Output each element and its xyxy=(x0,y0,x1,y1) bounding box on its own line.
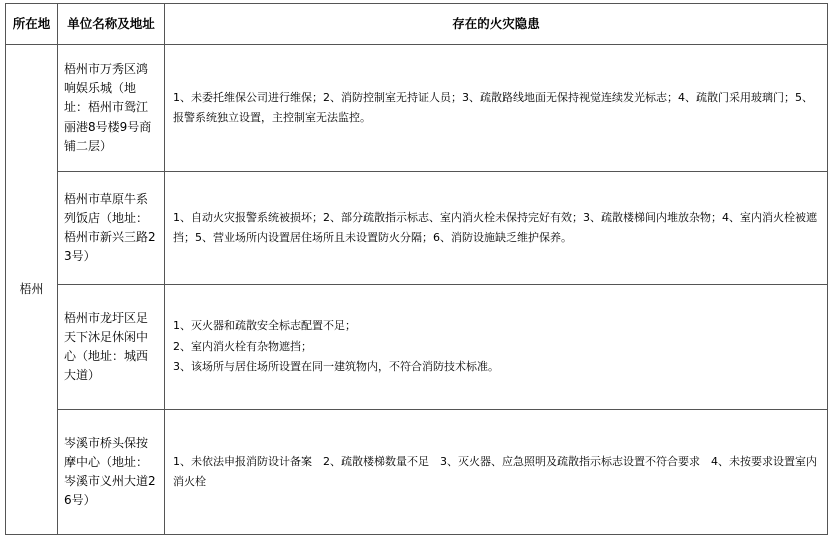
table-header-row xyxy=(6,4,828,45)
hazard-line: 1、灭火器和疏散安全标志配置不足； xyxy=(173,319,356,333)
table-row xyxy=(6,285,828,410)
unit-cell: 梧州市龙圩区足天下沐足休闲中心（地址：城西大道） xyxy=(58,285,165,410)
hazards-cell: 1、自动火灾报警系统被损坏；2、部分疏散指示标志、室内消火栓未保持完好有效；3、疏散楼梯间内堆放杂物；4、室内消火栓被遮挡；5、营业场所内设置居住场所且未设置防火分隔；6、消防设施缺乏维护保养。 xyxy=(165,172,828,285)
location-cell: 梧州 xyxy=(6,45,58,535)
unit-cell: 岑溪市桥头保按摩中心（地址：岑溪市义州大道26号） xyxy=(58,410,165,535)
header-unit: 单位名称及地址 xyxy=(58,4,165,45)
unit-cell: 梧州市草原牛系列饭店（地址：梧州市新兴三路23号） xyxy=(58,172,165,285)
hazard-line: 2、室内消火栓有杂物遮挡； xyxy=(173,339,312,353)
hazard-line: 3、该场所与居住场所设置在同一建筑物内，不符合消防技术标准。 xyxy=(173,360,499,374)
hazards-cell: 1、未委托维保公司进行维保；2、消防控制室无持证人员；3、疏散路线地面无保持视觉连续发光标志；4、疏散门采用玻璃门；5、报警系统独立设置，主控制室无法监控。 xyxy=(165,45,828,172)
header-hazards: 存在的火灾隐患 xyxy=(165,4,828,45)
hazards-cell: 1、未依法申报消防设计备案 2、疏散楼梯数量不足 3、灭火器、应急照明及疏散指示标志设置不符合要求 4、未按要求设置室内消火栓 xyxy=(165,410,828,535)
unit-cell: 梧州市万秀区鸿响娱乐城（地址：梧州市鸳江丽港8号楼9号商铺二层） xyxy=(58,45,165,172)
table-row xyxy=(6,172,828,285)
table-row xyxy=(6,410,828,535)
hazards-cell xyxy=(165,285,828,410)
fire-hazard-table xyxy=(5,3,828,535)
header-location: 所在地 xyxy=(6,4,58,45)
table-row xyxy=(6,45,828,172)
